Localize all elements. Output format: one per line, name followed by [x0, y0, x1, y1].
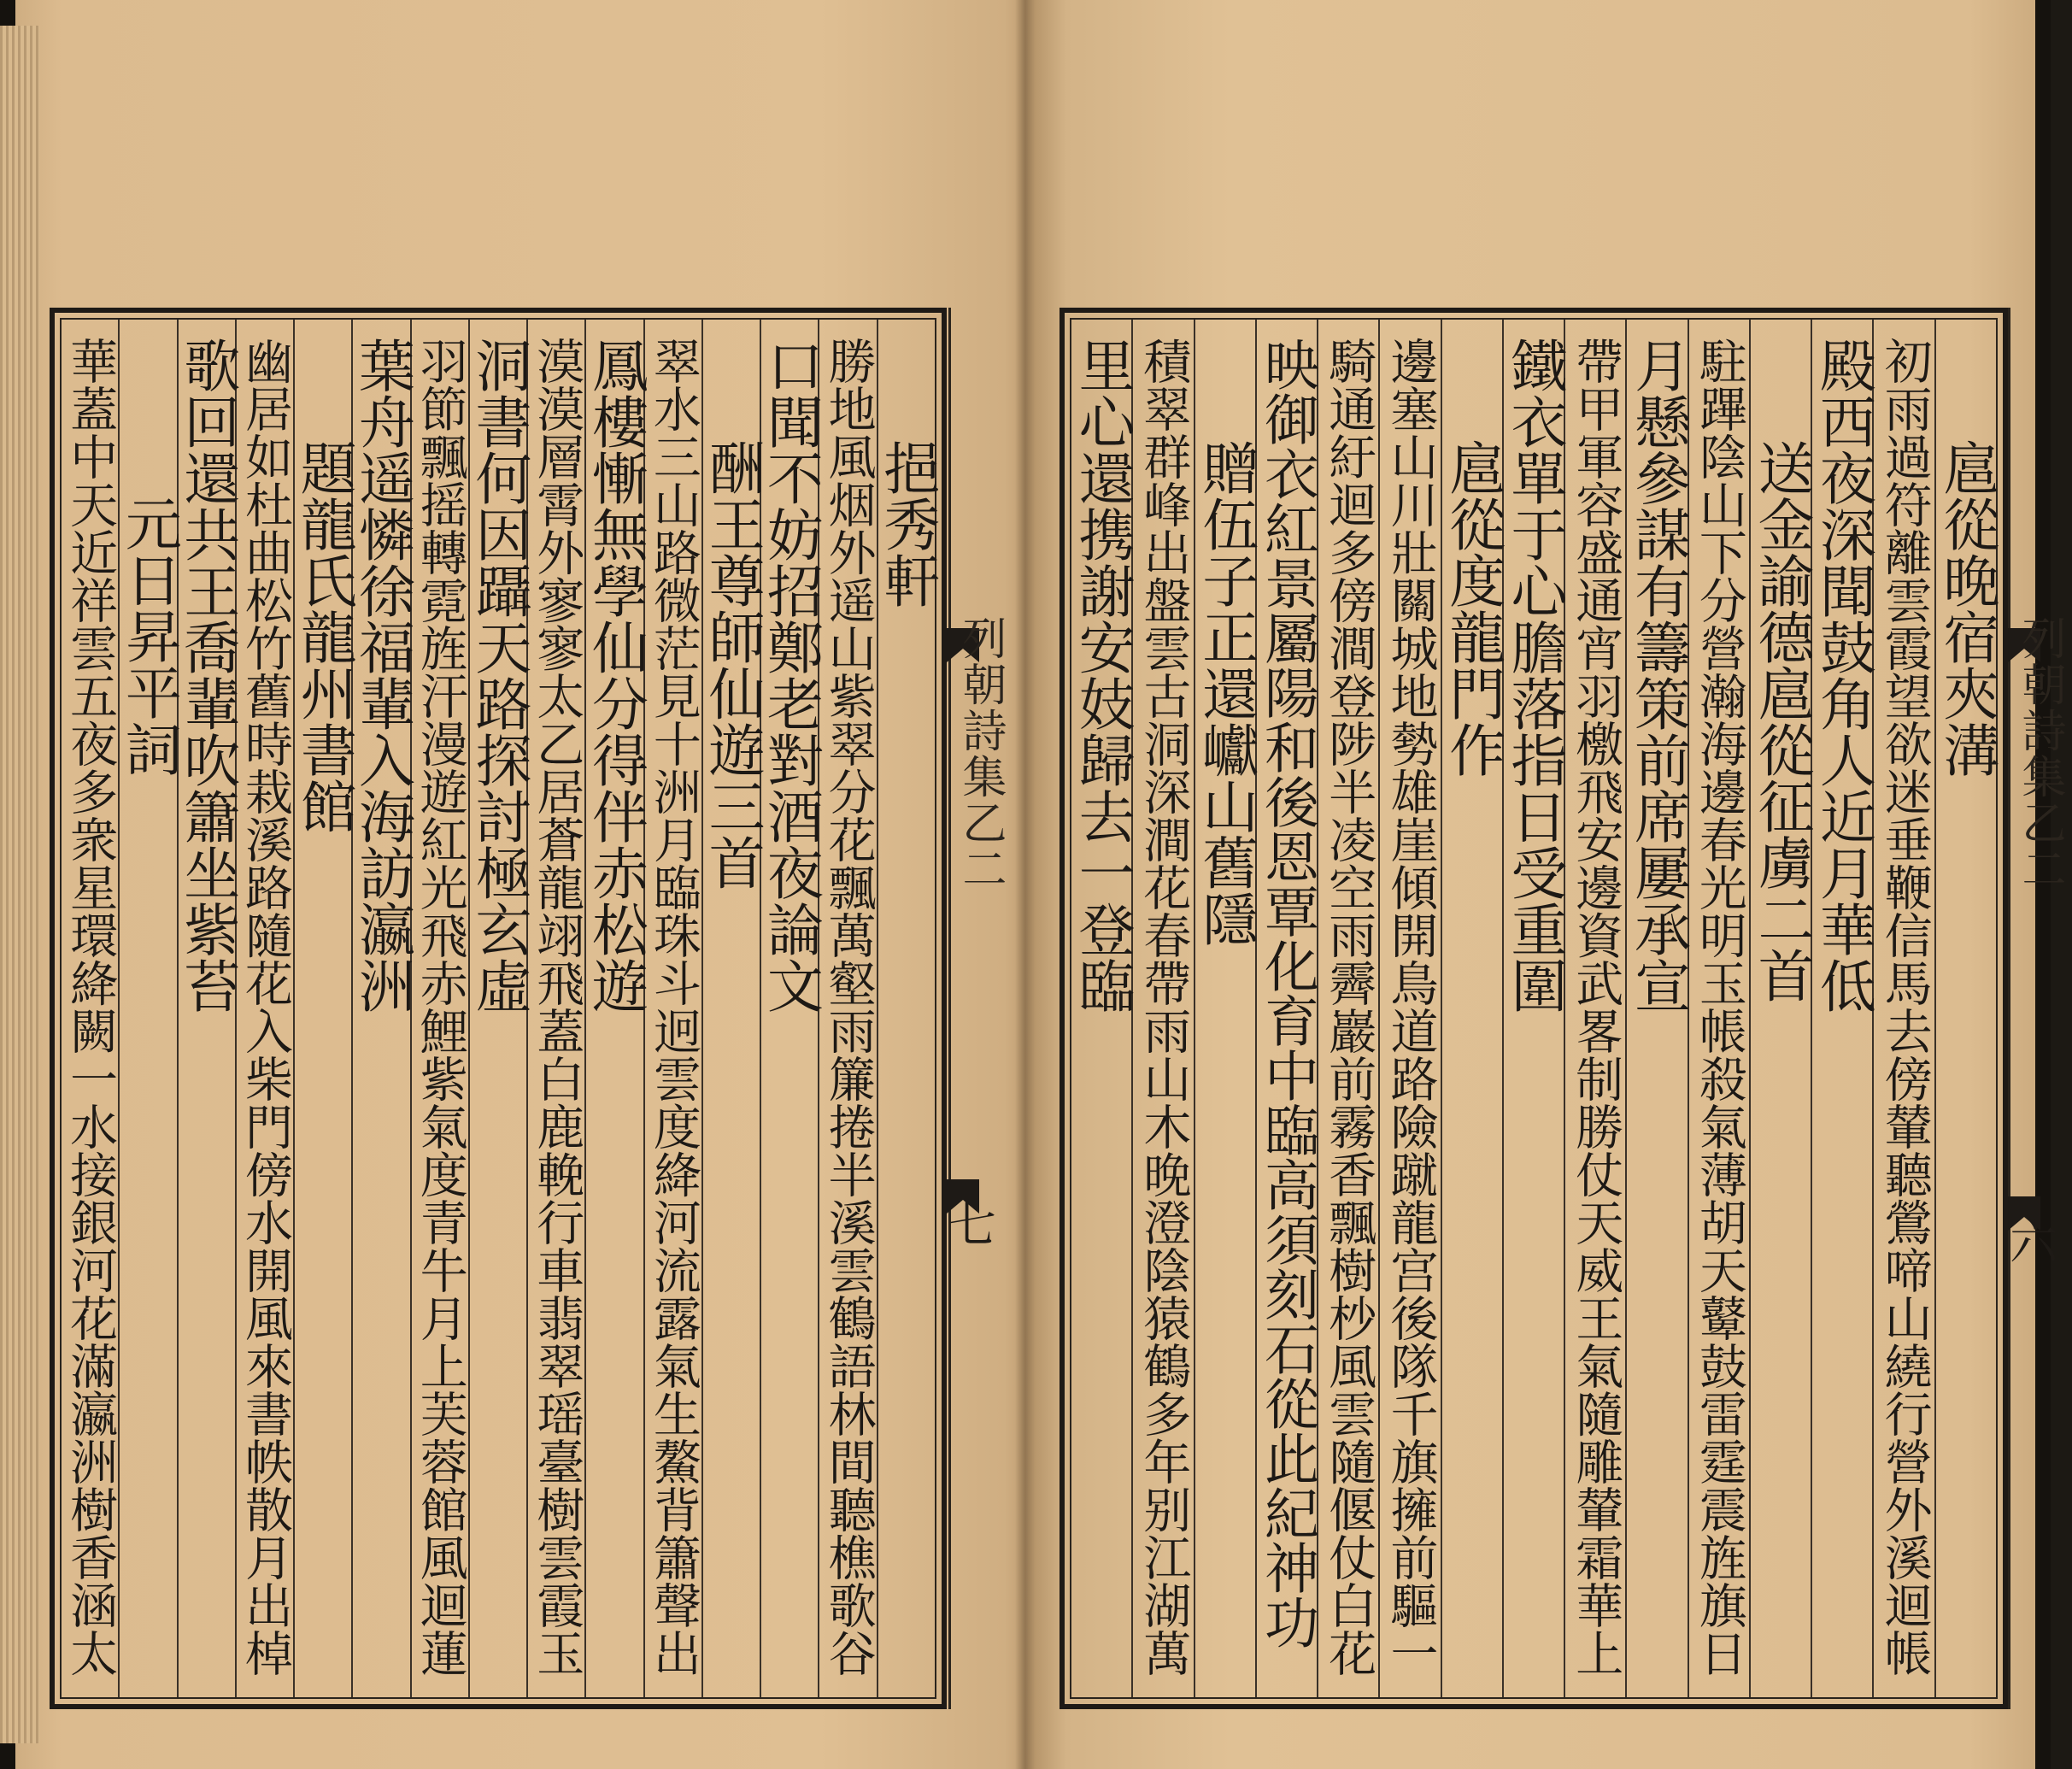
text-column — [1317, 320, 1378, 1697]
right-columns — [1069, 320, 1999, 1697]
right-folio-number: 六 — [2010, 1215, 2057, 1271]
text-column — [818, 320, 876, 1697]
text-column — [291, 320, 357, 1697]
poem-line: 幽居如杜曲松竹舊時栽溪路隨花入柴門傍水開風來書帙散月出棹 — [237, 337, 293, 1677]
poem-title: 送金諭德扈從征虜二首 — [1748, 439, 1815, 1003]
text-column — [526, 320, 584, 1697]
text-column — [62, 320, 118, 1697]
poem-title: 酬王尊師仙遊三首 — [699, 439, 766, 890]
poem-line: 鳳樓慚無學仙分得伴赤松遊 — [582, 337, 649, 1014]
text-column — [235, 320, 293, 1697]
poem-line: 歌回還共王喬輩吹簫坐紫苔 — [173, 337, 240, 1014]
poem-line: 里心還携謝安妓歸去一登臨 — [1069, 337, 1136, 1014]
right-page — [1025, 0, 2051, 1769]
poem-line: 口聞不妨招鄭老對酒夜論文 — [757, 337, 824, 1014]
poem-line: 漠漠層霄外寥寥太乙居蒼龍翊飛蓋白鹿輓行車翡翠瑶臺樹雲霞玉 — [529, 337, 585, 1677]
text-column — [1255, 320, 1317, 1697]
text-column — [699, 320, 766, 1697]
left-text-frame — [50, 308, 947, 1709]
text-column — [173, 320, 240, 1697]
text-column — [1192, 320, 1259, 1697]
poem-title: 元日昇平詞 — [115, 495, 182, 777]
poem-line: 洞書何因躡天路探討極玄虛 — [466, 337, 532, 1014]
poem-line: 映御衣紅景屬陽和後恩覃化育中臨高須刻石從此紀神功 — [1254, 337, 1318, 1649]
text-column — [873, 320, 940, 1697]
left-page — [0, 0, 1025, 1769]
right-banxin — [2008, 308, 2040, 1709]
text-column — [1439, 320, 1506, 1697]
poem-line: 初雨過符離雲霞望欲迷垂鞭信馬去傍輦聽鶯啼山繞行營外溪迴帳 — [1876, 337, 1933, 1677]
poem-line: 羽節飄摇轉霓旌汗漫遊紅光飛赤鯉紫氣度青牛月上芙蓉館風迴蓮 — [412, 337, 468, 1677]
text-column — [1688, 320, 1749, 1697]
left-columns — [62, 320, 940, 1697]
poem-title: 挹秀軒 — [873, 439, 940, 608]
poem-line: 殿西夜深聞鼓角人近月華低 — [1810, 337, 1876, 1014]
text-column — [643, 320, 701, 1697]
text-column — [1564, 320, 1625, 1697]
text-column — [1501, 320, 1568, 1697]
poem-line: 勝地風烟外遥山紫翠分花飄萬壑雨簾捲半溪雲鶴語林間聽樵歌谷 — [820, 337, 877, 1677]
page-stack-edge — [0, 26, 39, 1743]
poem-line: 騎通紆迴多傍澗登陟半凌空雨霽巖前霧香飄樹杪風雲隨偃仗白花 — [1321, 337, 1377, 1677]
text-column — [1069, 320, 1136, 1697]
poem-line: 葉舟遥憐徐福輩入海訪瀛洲 — [349, 337, 415, 1014]
poem-title: 扈從晚宿夾溝 — [1933, 439, 1999, 778]
left-margin-title: 列朝詩集乙二 — [954, 615, 1006, 892]
poem-line: 積翠群峰出盤雲古洞深澗花春帶雨山木晚澄陰猿鶴多年别江湖萬 — [1136, 337, 1192, 1677]
poem-title: 題龍氏龍州書館 — [291, 439, 357, 834]
text-column — [1624, 320, 1691, 1697]
text-column — [1378, 320, 1440, 1697]
text-column — [466, 320, 532, 1697]
text-column — [115, 320, 182, 1697]
text-column — [1810, 320, 1876, 1697]
poem-line: 邊塞山川壯關城地勢雄崖傾開鳥道路險蹴龍宫後隊千旗擁前驅一 — [1382, 337, 1439, 1677]
poem-line: 駐蹕陰山下分營瀚海邊春光明玉帳殺氣薄胡天鼙鼓雷霆震旌旗日 — [1691, 337, 1747, 1677]
poem-line: 鐵衣單于心膽落指日受重圍 — [1501, 337, 1568, 1014]
poem-line: 翠水三山路微茫見十洲月臨珠斗迥雲度絳河流露氣生鰲背簫聲出 — [645, 337, 701, 1677]
poem-title: 扈從度龍門作 — [1439, 439, 1506, 778]
poem-title: 贈伍子正還巘山舊隱 — [1192, 439, 1259, 947]
text-column — [1872, 320, 1934, 1697]
text-column — [1933, 320, 1999, 1697]
text-column — [1748, 320, 1815, 1697]
text-column — [1131, 320, 1193, 1697]
text-column — [757, 320, 824, 1697]
right-margin-title: 列朝詩集乙二 — [2014, 615, 2065, 892]
poem-line: 帶甲軍容盛通宵羽檄飛安邊資武畧制勝仗天威王氣隨雕輦霜華上 — [1568, 337, 1624, 1677]
text-column — [349, 320, 415, 1697]
left-folio-number: 七 — [948, 1198, 996, 1254]
text-column — [582, 320, 649, 1697]
text-column — [410, 320, 468, 1697]
left-banxin — [948, 308, 980, 1709]
poem-line: 月懸參謀有籌策前席屢承宣 — [1624, 337, 1691, 1014]
poem-line: 華蓋中天近祥雲五夜多衆星環絳闕一水接銀河花滿瀛洲樹香涵太 — [62, 337, 119, 1677]
right-text-frame — [1059, 308, 2008, 1709]
